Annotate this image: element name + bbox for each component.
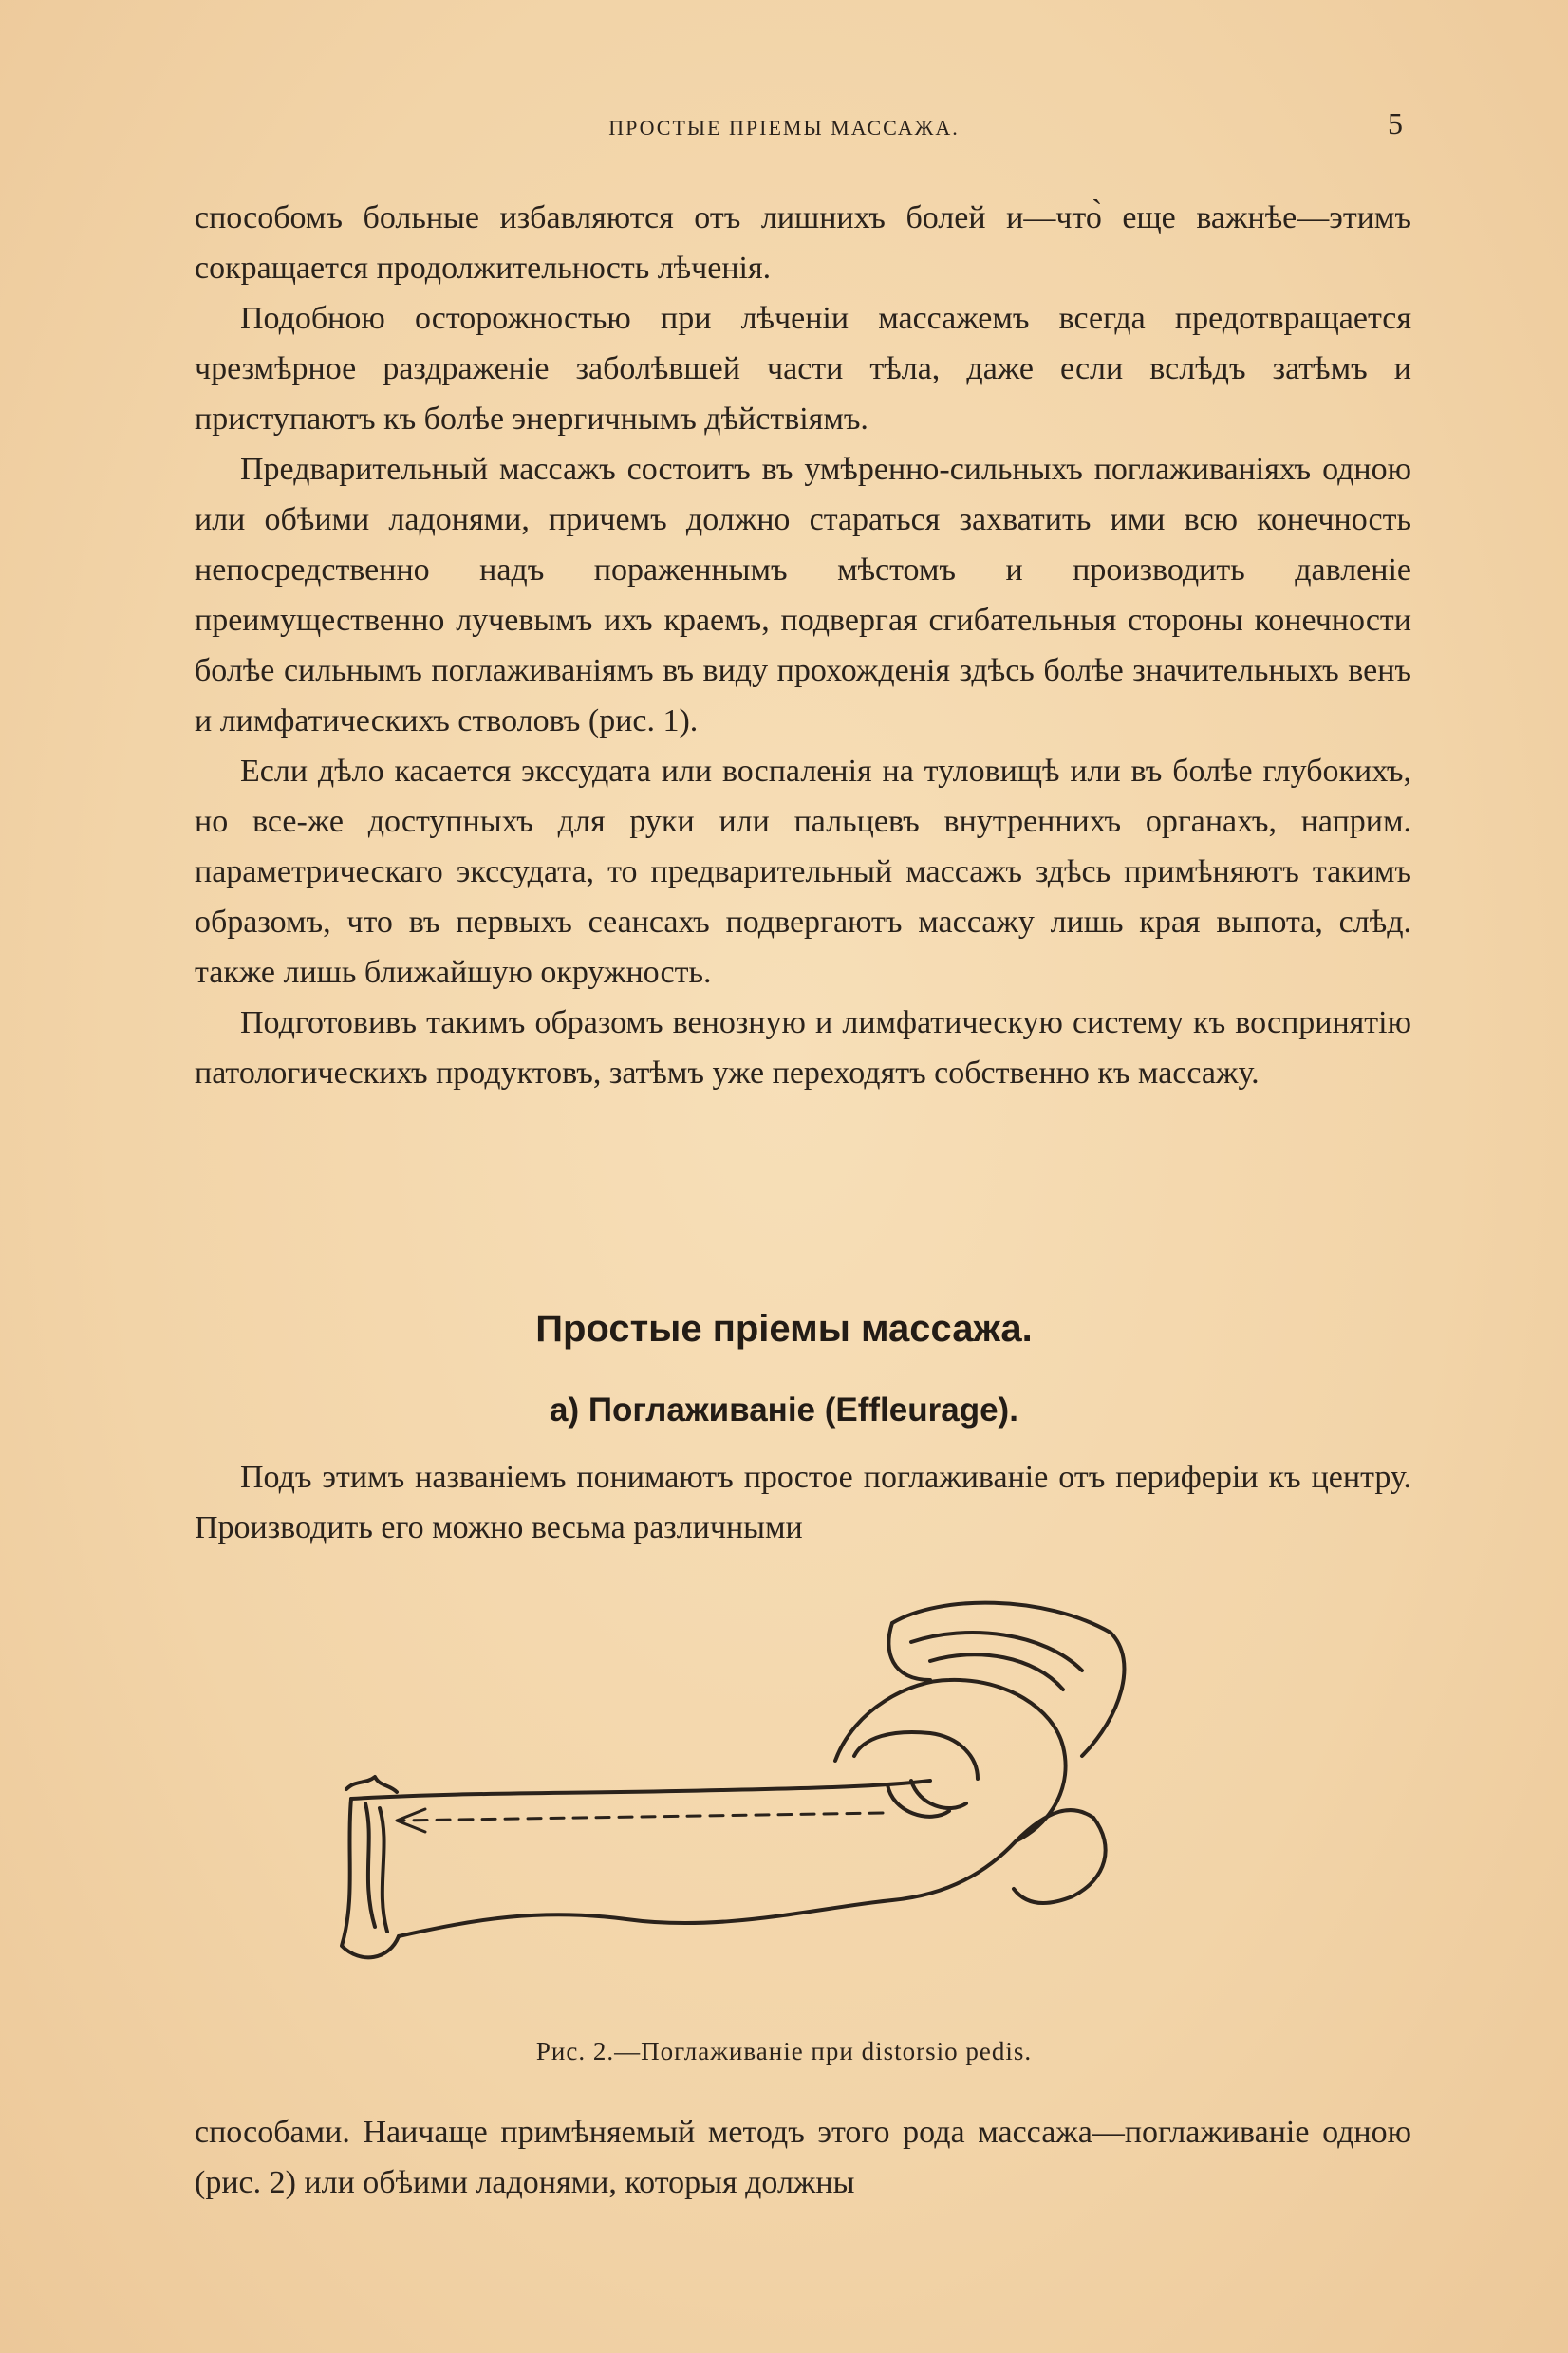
paragraph: Предварительный массажъ состоитъ въ умѣренно-сильныхъ поглаживаніяхъ одною или обѣими ладонями, причемъ должно стараться захватить ими всю конечность непосредственно надъ пораженнымъ мѣстомъ и производить давленіе преимущественно лучевымъ ихъ краемъ, подвергая сгибательныя стороны конечности болѣе сильнымъ поглаживаніямъ въ виду прохожденія здѣсь болѣе значительныхъ венъ и лимфатическихъ стволовъ (рис. 1). [195,452,1411,738]
section-subheading: а) Поглаживаніе (Effleurage). [550,1391,1018,1429]
paragraph: Подготовивъ такимъ образомъ венозную и лимфатическую систему къ воспринятію патологическихъ продуктовъ, затѣмъ уже переходятъ собственно къ массажу. [195,1005,1411,1091]
text-block-section [195,1452,1411,1553]
figure-caption: Рис. 2.—Поглаживаніе при distorsio pedis. [535,2037,1033,2065]
paragraph: Подобною осторожностью при лѣченіи массажемъ всегда предотвращается чрезмѣрное раздраженіе заболѣвшей части тѣла, даже если вслѣдъ затѣмъ и приступаютъ къ болѣе энергичнымъ дѣйствіямъ. [195,301,1411,437]
figure-foot-massage-illustration [323,1566,1291,2041]
page-number: 5 [1388,106,1403,140]
paragraph-continued: способомъ больные избавляются отъ лишнихъ болей и—что̀ еще важнѣе—этимъ сокращается продолжительность лѣченія. [195,200,1411,286]
paragraph-continued: способами. Наичаще примѣняемый методъ этого рода массажа—поглаживаніе одною (рис. 2) или обѣими ладонями, которыя должны [195,2115,1411,2200]
hand-outline [835,1680,1066,1841]
paragraph: Подъ этимъ названіемъ понимаютъ простое поглаживаніе отъ периферіи къ центру. Производить его можно весьма различными [195,1460,1411,1545]
running-title: ПРОСТЫЕ ПРІЕМЫ МАССАЖА. [608,116,960,140]
stroke-direction-line [399,1813,883,1821]
text-block-top [195,193,1411,1098]
text-block-bottom [195,2107,1411,2208]
leg-lower-outline [399,1810,1093,1936]
leg-upper-outline [351,1781,930,1799]
paragraph: Если дѣло касается экссудата или воспаленія на туловищѣ или въ болѣе глубокихъ, но все-же доступныхъ для руки или пальцевъ внутреннихъ органахъ, наприм. параметрическаго экссудата, то предварительный массажъ здѣсь примѣняютъ такимъ образомъ, что въ первыхъ сеансахъ подвергаютъ массажу лишь края выпота, слѣд. также лишь ближайшую окружность. [195,754,1411,990]
section-heading: Простые пріемы массажа. [535,1308,1033,1350]
